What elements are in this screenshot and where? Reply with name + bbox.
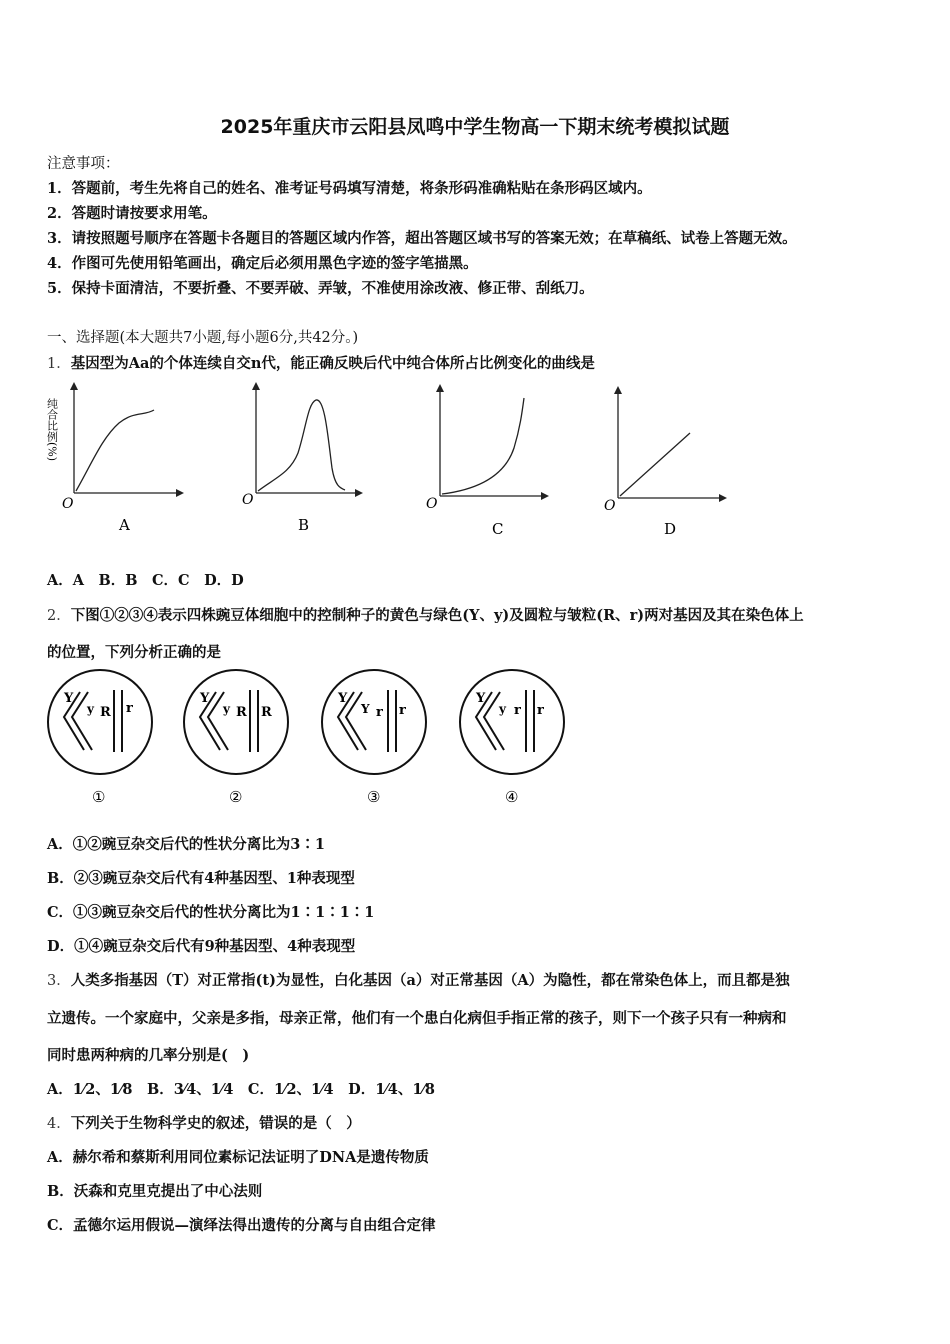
q2-option-d: D．①④豌豆杂交后代有9种基因型、4种表现型 — [47, 938, 356, 955]
gene-label: Y — [476, 691, 486, 706]
graph-b — [230, 378, 380, 538]
graph-a — [44, 378, 194, 538]
cell-label: ③ — [367, 788, 381, 806]
graph-c — [414, 378, 564, 538]
gene-label: Y — [64, 691, 74, 706]
gene-label: r — [514, 703, 521, 718]
cell-label: ② — [229, 788, 243, 806]
graph-label: D — [664, 520, 677, 538]
q2-option-c: C．①③豌豆杂交后代的性状分离比为1∶1∶1∶1 — [47, 904, 375, 921]
origin-label: O — [242, 492, 254, 508]
q4-option-a: A．赫尔希和蔡斯利用同位素标记法证明了DNA是遗传物质 — [47, 1149, 429, 1166]
question-stem-cont: 同时患两种病的几率分别是( ) — [47, 1047, 250, 1064]
page-title: 2025年重庆市云阳县凤鸣中学生物高一下期末统考模拟试题 — [220, 116, 730, 138]
cell-4 — [460, 670, 564, 774]
gene-label: Y — [361, 702, 370, 716]
question-1 — [47, 352, 595, 373]
question-2 — [47, 604, 804, 625]
graph-label: B — [298, 516, 310, 534]
gene-label: Y — [200, 691, 210, 706]
notice-item: 4．作图可先使用铅笔画出，确定后必须用黑色字迹的签字笔描黑。 — [47, 255, 478, 272]
q4-option-c: C．孟德尔运用假说—演绎法得出遗传的分离与自由组合定律 — [47, 1217, 436, 1234]
gene-label: R — [261, 705, 272, 720]
gene-label: r — [399, 703, 406, 718]
question-stem: 下图①②③④表示四株豌豆体细胞中的控制种子的黄色与绿色(Y、y)及圆粒与皱粒(R、r)两对基因及其在染色体上 — [70, 607, 804, 624]
question-number: 1． — [47, 356, 71, 372]
cell-3 — [322, 670, 426, 774]
question-stem: 下列关于生物科学史的叙述，错误的是（ ） — [70, 1115, 361, 1132]
y-axis-label: 纯合比例(%) — [45, 398, 59, 462]
question-number: 3． — [47, 973, 71, 989]
gene-label: r — [537, 703, 544, 718]
question-number: 4． — [47, 1116, 71, 1132]
question-stem: 人类多指基因（T）对正常指(t)为显性，白化基因（a）对正常基因（A）为隐性，都在常染色体上，而且都是独 — [70, 972, 790, 989]
origin-label: O — [62, 496, 74, 512]
gene-label: r — [376, 705, 383, 720]
notice-item: 1．答题前，考生先将自己的姓名、准考证号码填写清楚，将条形码准确粘贴在条形码区域内。 — [47, 180, 652, 197]
graph-label: C — [492, 520, 504, 538]
notice-item: 3．请按照题号顺序在答题卡各题目的答题区域内作答，超出答题区域书写的答案无效；在草稿纸、试卷上答题无效。 — [47, 230, 797, 247]
section-heading: 一、选择题(本大题共7小题,每小题6分,共42分。) — [47, 330, 359, 346]
question-stem-cont: 的位置，下列分析正确的是 — [47, 644, 221, 661]
gene-label: y — [223, 702, 230, 716]
origin-label: O — [426, 496, 438, 512]
graph-label: A — [119, 516, 130, 534]
gene-label: R — [236, 705, 247, 720]
q3-options: A．1⁄2、1⁄8 B．3⁄4、1⁄4 C．1⁄2、1⁄4 D．1⁄4、1⁄8 — [47, 1081, 435, 1098]
gene-label: y — [499, 702, 506, 716]
cell-2 — [184, 670, 288, 774]
cell-label: ④ — [505, 788, 519, 806]
gene-label: R — [100, 705, 111, 720]
q2-option-b: B．②③豌豆杂交后代有4种基因型、1种表现型 — [47, 870, 355, 887]
q2-option-a: A．①②豌豆杂交后代的性状分离比为3∶1 — [47, 836, 325, 853]
question-4 — [47, 1112, 361, 1133]
question-number: 2． — [47, 608, 71, 624]
question-3 — [47, 969, 790, 990]
q4-option-b: B．沃森和克里克提出了中心法则 — [47, 1183, 263, 1200]
question-stem-cont: 立遗传。一个家庭中，父亲是多指，母亲正常，他们有一个患白化病但手指正常的孩子，则下一个孩子只有一种病和 — [47, 1010, 787, 1027]
cell-label: ① — [92, 788, 106, 806]
notice-heading: 注意事项： — [47, 156, 120, 172]
graph-d — [592, 378, 742, 538]
question-stem: 基因型为Aa的个体连续自交n代，能正确反映后代中纯合体所占比例变化的曲线是 — [70, 355, 595, 372]
notice-item: 2．答题时请按要求用笔。 — [47, 205, 217, 222]
cell-diagrams — [40, 668, 580, 808]
cell-1 — [48, 670, 152, 774]
gene-label: y — [87, 702, 94, 716]
notice-item: 5．保持卡面清洁，不要折叠、不要弄破、弄皱，不准使用涂改液、修正带、刮纸刀。 — [47, 280, 594, 297]
q1-options: A．A B．B C．C D．D — [47, 572, 244, 589]
gene-label: r — [126, 701, 133, 716]
gene-label: Y — [338, 691, 348, 706]
origin-label: O — [604, 498, 616, 514]
